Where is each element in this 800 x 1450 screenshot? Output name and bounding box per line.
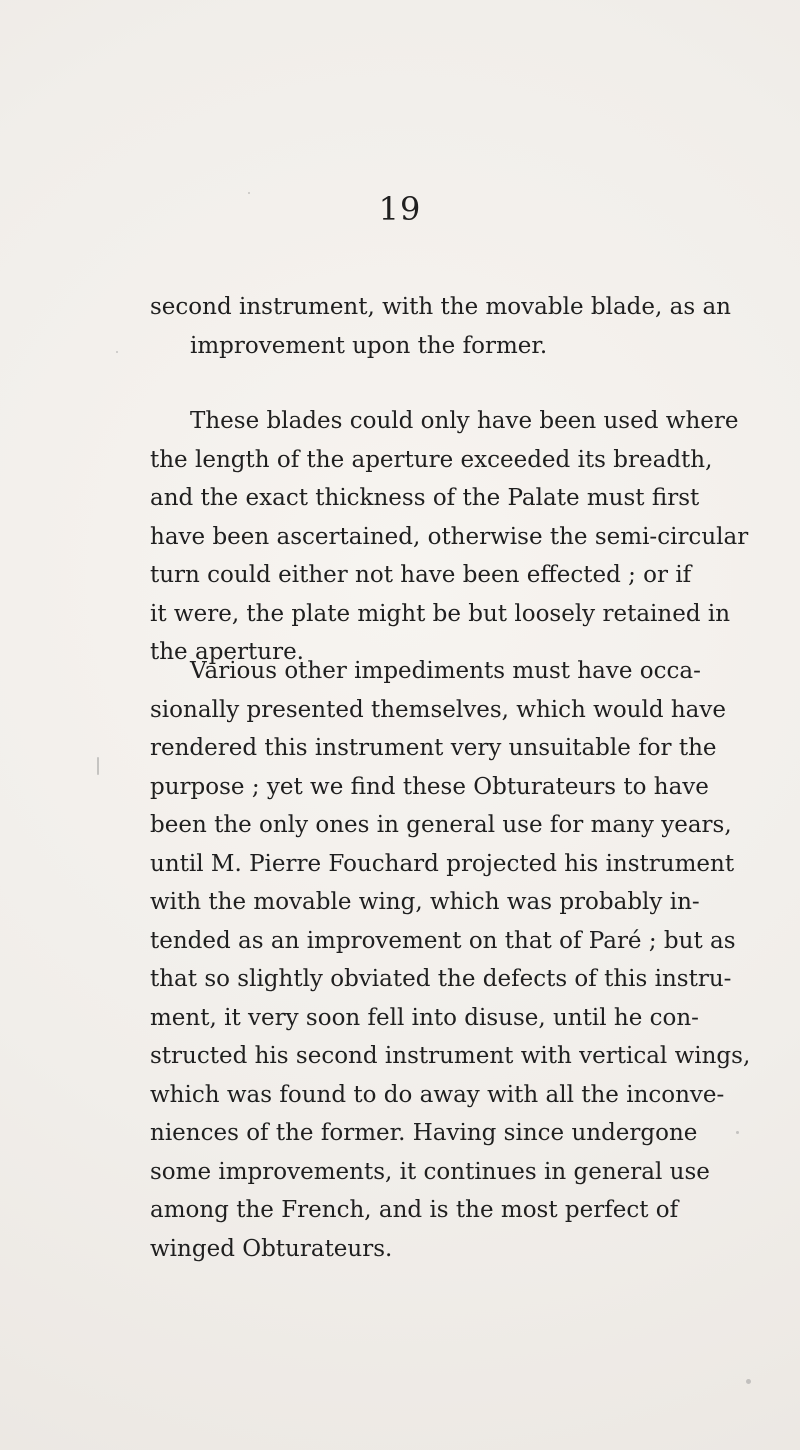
text-line: improvement upon the former.: [190, 332, 548, 359]
text-line: some improvements, it continues in general use: [150, 1158, 710, 1185]
paper-speck: [97, 757, 99, 775]
paper-speck: [746, 1379, 751, 1384]
text-line: Various other impediments must have occa-: [190, 658, 701, 684]
text-line: until M. Pierre Fouchard projected his instrument: [150, 850, 735, 877]
text-line: among the French, and is the most perfect of: [150, 1197, 679, 1223]
text-line: ment, it very soon fell into disuse, until he con-: [150, 1004, 699, 1031]
text-line: second instrument, with the movable blade, as an: [150, 294, 731, 320]
text-line: the aperture.: [150, 639, 304, 665]
text-line: sionally presented themselves, which would have: [150, 696, 726, 723]
text-line: tended as an improvement on that of Paré ; but as: [150, 927, 736, 954]
page-number: 19: [378, 190, 422, 228]
text-line: structed his second instrument with vertical wings,: [150, 1043, 751, 1069]
text-line: and the exact thickness of the Palate must first: [150, 485, 700, 511]
paragraph-1: [150, 288, 731, 365]
text-line: niences of the former. Having since undergone: [150, 1120, 698, 1146]
text-line: which was found to do away with all the inconve-: [150, 1081, 725, 1108]
text-line: with the movable wing, which was probably in-: [150, 889, 700, 915]
text-line: that so slightly obviated the defects of this instru-: [150, 966, 732, 992]
text-line: have been ascertained, otherwise the semi-circular: [150, 523, 749, 550]
paragraph-2: [150, 402, 749, 672]
paper-speck: [736, 1131, 739, 1134]
paper-speck: [116, 351, 118, 353]
paper-speck: [248, 192, 250, 194]
text-line: These blades could only have been used where: [190, 408, 739, 434]
text-line: rendered this instrument very unsuitable for the: [150, 735, 717, 761]
text-line: it were, the plate might be but loosely retained in: [150, 600, 731, 627]
text-line: purpose ; yet we find these Obturateurs to have: [150, 773, 709, 800]
text-line: the length of the aperture exceeded its breadth,: [150, 446, 713, 473]
text-line: winged Obturateurs.: [150, 1235, 393, 1262]
text-line: turn could either not have been effected ; or if: [150, 562, 692, 588]
text-line: been the only ones in general use for many years,: [150, 812, 732, 838]
paragraph-3: [150, 652, 751, 1268]
